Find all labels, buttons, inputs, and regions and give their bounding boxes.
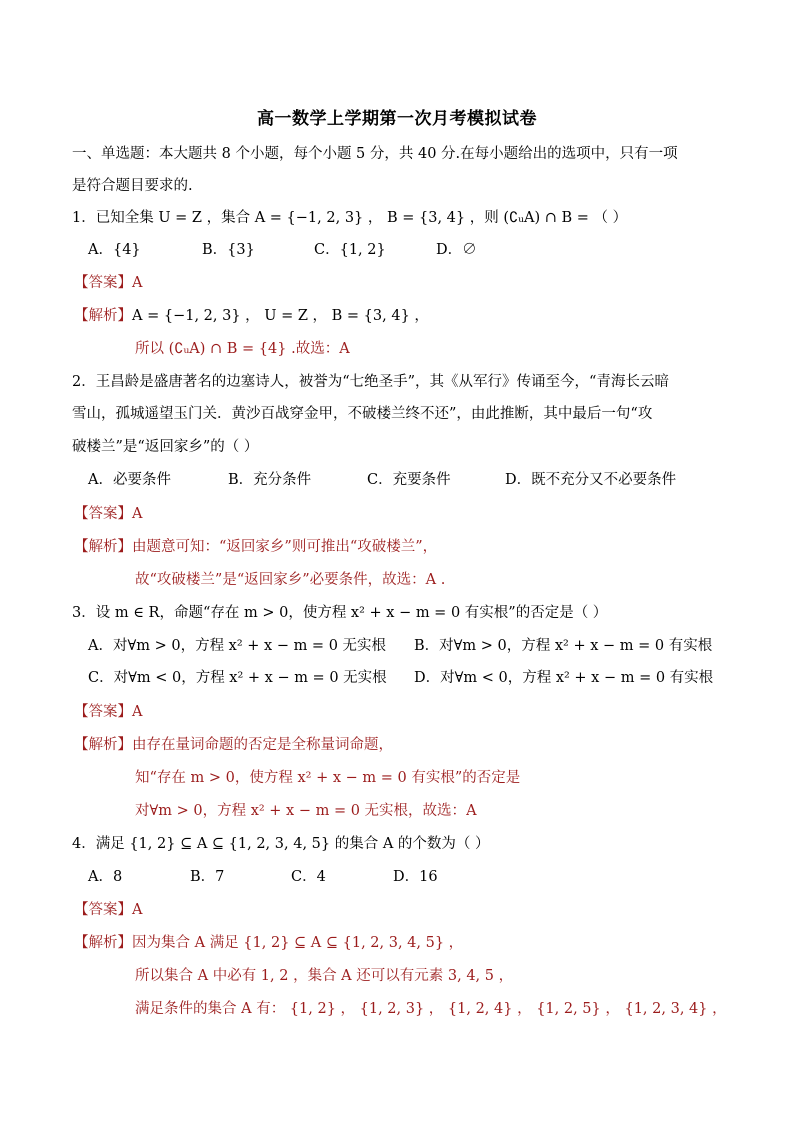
q3-option-d: D．对∀m < 0，方程 x² + x − m = 0 有实根 (414, 670, 714, 686)
q3-analysis-choice: A (466, 803, 477, 819)
q1-option-a: A．{4} (88, 242, 141, 258)
analysis-label: 【解析】 (74, 737, 132, 753)
q4-analysis-line-3 (135, 999, 727, 1019)
q1-analysis-choice: A (339, 341, 350, 357)
q2-stem-line-2: 雪山，孤城遥望玉门关．黄沙百战穿金甲，不破楼兰终不还”，由此推断，其中最后一句“攻 (72, 406, 653, 422)
q4-answer (74, 900, 142, 920)
q4-option-a: A．8 (88, 869, 123, 885)
q3-answer-value: A (132, 704, 143, 720)
answer-label: 【答案】 (74, 275, 132, 291)
q3-analysis-text-2: 知“存在 m > 0，使方程 x² + x − m = 0 有实根”的否定是 (135, 770, 521, 786)
q1-answer (74, 273, 142, 293)
q2-analysis-text-2: 故“攻破楼兰”是“返回家乡”必要条件，故选：A . (135, 572, 446, 588)
q2-analysis-line-1 (74, 537, 437, 557)
q2-stem-line-3: 破楼兰”是“返回家乡”的（ ） (72, 439, 259, 455)
q4-analysis-text: 因为集合 A 满足 {1, 2} ⊆ A ⊆ {1, 2, 3, 4, 5} ， (132, 935, 464, 951)
q1-option-c: C．{1, 2} (314, 242, 386, 258)
analysis-label: 【解析】 (74, 308, 132, 324)
q4-option-c: C．4 (291, 869, 326, 885)
q3-option-c: C．对∀m < 0，方程 x² + x − m = 0 无实根 (88, 670, 387, 686)
q4-option-d: D．16 (393, 869, 438, 885)
q3-analysis-line-2 (135, 768, 520, 788)
q4-analysis-line-1 (74, 933, 463, 953)
q3-option-b: B．对∀m > 0，方程 x² + x − m = 0 有实根 (414, 638, 713, 654)
q4-option-b: B．7 (190, 869, 225, 885)
q1-stem: 1．已知全集 U = Z ，集合 A = {−1, 2, 3} ， B = {3, 4} ，则 (∁ᵤA) ∩ B = （ ） (72, 210, 628, 226)
analysis-label: 【解析】 (74, 935, 132, 951)
section-intro-line-1: 一、单选题：本大题共 8 个小题，每个小题 5 分，共 40 分.在每小题给出的选项中，只有一项 (72, 146, 678, 162)
answer-label: 【答案】 (74, 902, 132, 918)
q3-answer (74, 702, 142, 722)
q3-stem: 3．设 m ∈ R，命题“存在 m > 0，使方程 x² + x − m = 0 有实根”的否定是（ ） (72, 605, 608, 621)
q1-analysis-text: A = {−1, 2, 3} ， U = Z ， B = {3, 4} ， (132, 308, 429, 324)
q2-answer (74, 504, 142, 524)
q4-analysis-text-2: 所以集合 A 中必有 1, 2 ，集合 A 还可以有元素 3, 4, 5 ， (135, 968, 514, 984)
q3-analysis-text-3: 对∀m > 0，方程 x² + x − m = 0 无实根，故选： (135, 803, 467, 819)
q4-stem: 4．满足 {1, 2} ⊆ A ⊆ {1, 2, 3, 4, 5} 的集合 A 的个数为（ ） (72, 836, 490, 852)
q4-answer-value: A (132, 902, 143, 918)
answer-label: 【答案】 (74, 704, 132, 720)
q2-analysis-line-2 (135, 570, 445, 590)
q2-analysis-text: 由题意可知：“返回家乡”则可推出“攻破楼兰”， (132, 539, 438, 555)
q4-analysis-text-3: 满足条件的集合 A 有： {1, 2} ， {1, 2, 3} ， {1, 2, 4} ， {1, 2, 5} ， {1, 2, 3, 4} ， (135, 1001, 727, 1017)
answer-label: 【答案】 (74, 506, 132, 522)
q3-analysis-line-1 (74, 735, 393, 755)
q2-option-d: D．既不充分又不必要条件 (505, 472, 677, 488)
q1-analysis-line-2 (135, 339, 350, 359)
q4-analysis-line-2 (135, 966, 513, 986)
q2-option-c: C．充要条件 (367, 472, 451, 488)
q1-analysis-text-2: 所以 (∁ᵤA) ∩ B = {4} .故选： (135, 341, 340, 357)
q1-option-d: D．∅ (436, 242, 477, 258)
q3-analysis-line-3 (135, 801, 477, 821)
q3-analysis-text: 由存在量词命题的否定是全称量词命题， (132, 737, 393, 753)
q2-option-b: B．充分条件 (228, 472, 312, 488)
q2-stem-line-1: 2．王昌龄是盛唐著名的边塞诗人，被誉为“七绝圣手”，其《从军行》传诵至今，“青海长云暗 (72, 374, 669, 390)
section-intro-line-2: 是符合题目要求的. (72, 178, 193, 194)
analysis-label: 【解析】 (74, 539, 132, 555)
q2-option-a: A．必要条件 (88, 472, 171, 488)
q1-answer-value: A (132, 275, 143, 291)
q1-option-b: B．{3} (202, 242, 255, 258)
page-title: 高一数学上学期第一次月考模拟试卷 (257, 109, 537, 129)
q2-answer-value: A (132, 506, 143, 522)
q3-option-a: A．对∀m > 0，方程 x² + x − m = 0 无实根 (88, 638, 387, 654)
q1-analysis-line-1 (74, 306, 429, 326)
